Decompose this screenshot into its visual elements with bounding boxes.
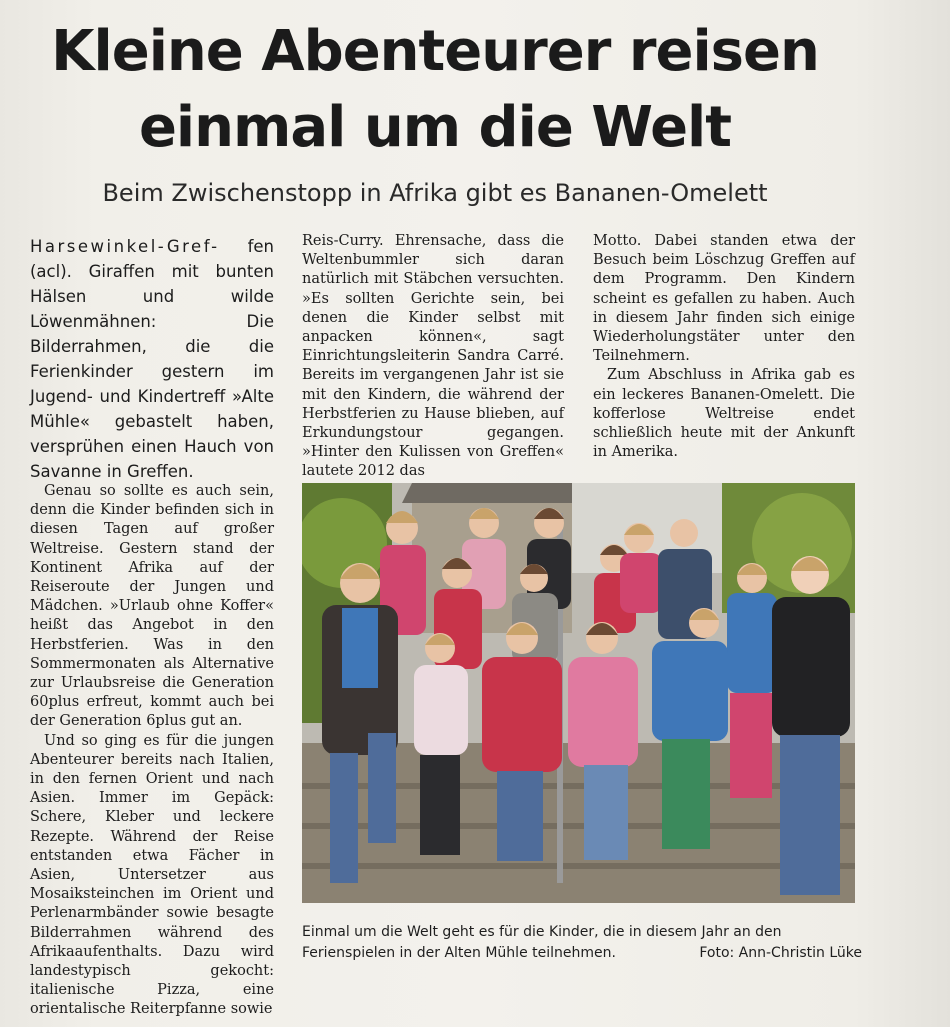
paragraph: Zum Abschluss in Afrika gab es ein leckeres Bananen-Omelett. Die kofferlose Weltreise endet schließlich heute mit der Ankunft in Amerika.	[593, 367, 855, 461]
paragraph: Und so ging es für die jungen Abenteurer bereits nach Italien, in den fernen Orient und nach Asien. Immer im Gepäck: Schere, Kleber und leckere Rezepte. Während der Reise entstanden etwa Fächer in Asien, Untersetzer aus Mosaiksteinchen im Orient und Perlenarmbänder sowie besagte Bilderrahmen während des Afrikaaufenthalts. Dazu wird landestypisch gekocht: italienische Pizza, eine orientalische Reiterpfanne sowie	[30, 732, 274, 1018]
article-column-2	[302, 232, 564, 482]
group-photo-illustration	[302, 483, 855, 903]
article-column-1	[30, 482, 274, 1020]
article-column-3	[593, 232, 855, 462]
paragraph: Genau so sollte es auch sein, denn die Kinder befinden sich in diesen Tagen auf großer Weltreise. Gestern stand der Kontinent Afrika auf der Reiseroute der Jungen und Mädchen. »Urlaub ohne Koffer« heißt das Angebot in den Herbstferien. Was in den Sommermonaten als Alternative zur Urlaubsreise die Generation 60plus erfreut, kommt auch bei der Generation 6plus gut an.	[30, 483, 274, 730]
photo-credit: Foto: Ann-Christin Lüke	[699, 945, 862, 961]
article-headline	[20, 14, 850, 166]
caption-text: Einmal um die Welt geht es für die Kinder, die in diesem Jahr an den Ferienspielen in der Alten Mühle teilnehmen.	[302, 924, 782, 961]
article-lead	[30, 234, 274, 484]
article-photo	[302, 483, 855, 903]
paragraph: Reis-Curry. Ehrensache, dass die Weltenbummler sich daran natürlich mit Stäbchen versuchten. »Es sollten Gerichte sein, bei denen die Kinder selbst mit anpacken können«, sagt Einrichtungsleiterin Sandra Carré. Bereits im vergangenen Jahr ist sie mit den Kindern, die während der Herbstferien zu Hause blieben, auf Erkundungstour gegangen. »Hinter den Kulissen von Greffen« lautete 2012 das	[302, 233, 564, 480]
headline-line-1: Kleine Abenteurer reisen	[51, 19, 819, 84]
photo-caption	[302, 922, 862, 964]
paragraph: Motto. Dabei standen etwa der Besuch beim Löschzug Greffen auf dem Programm. Den Kindern scheint es gefallen zu haben. Auch in diesem Jahr finden sich einige Wiederholungstäter unter den Teilnehmern.	[593, 233, 855, 365]
article-subheadline: Beim Zwischenstopp in Afrika gibt es Bananen-Omelett	[102, 179, 768, 207]
lead-text: fen (acl). Giraffen mit bunten Hälsen und wilde Löwenmähnen: Die Bilderrahmen, die die Ferienkinder gestern im Jugend- und Kindertreff »Alte Mühle« gebastelt haben, versprühen einen Hauch von Savanne in Greffen.	[30, 237, 274, 481]
dateline: Harsewinkel-Gref-	[30, 237, 220, 256]
adult-right	[772, 556, 850, 895]
headline-line-2: einmal um die Welt	[138, 95, 732, 160]
